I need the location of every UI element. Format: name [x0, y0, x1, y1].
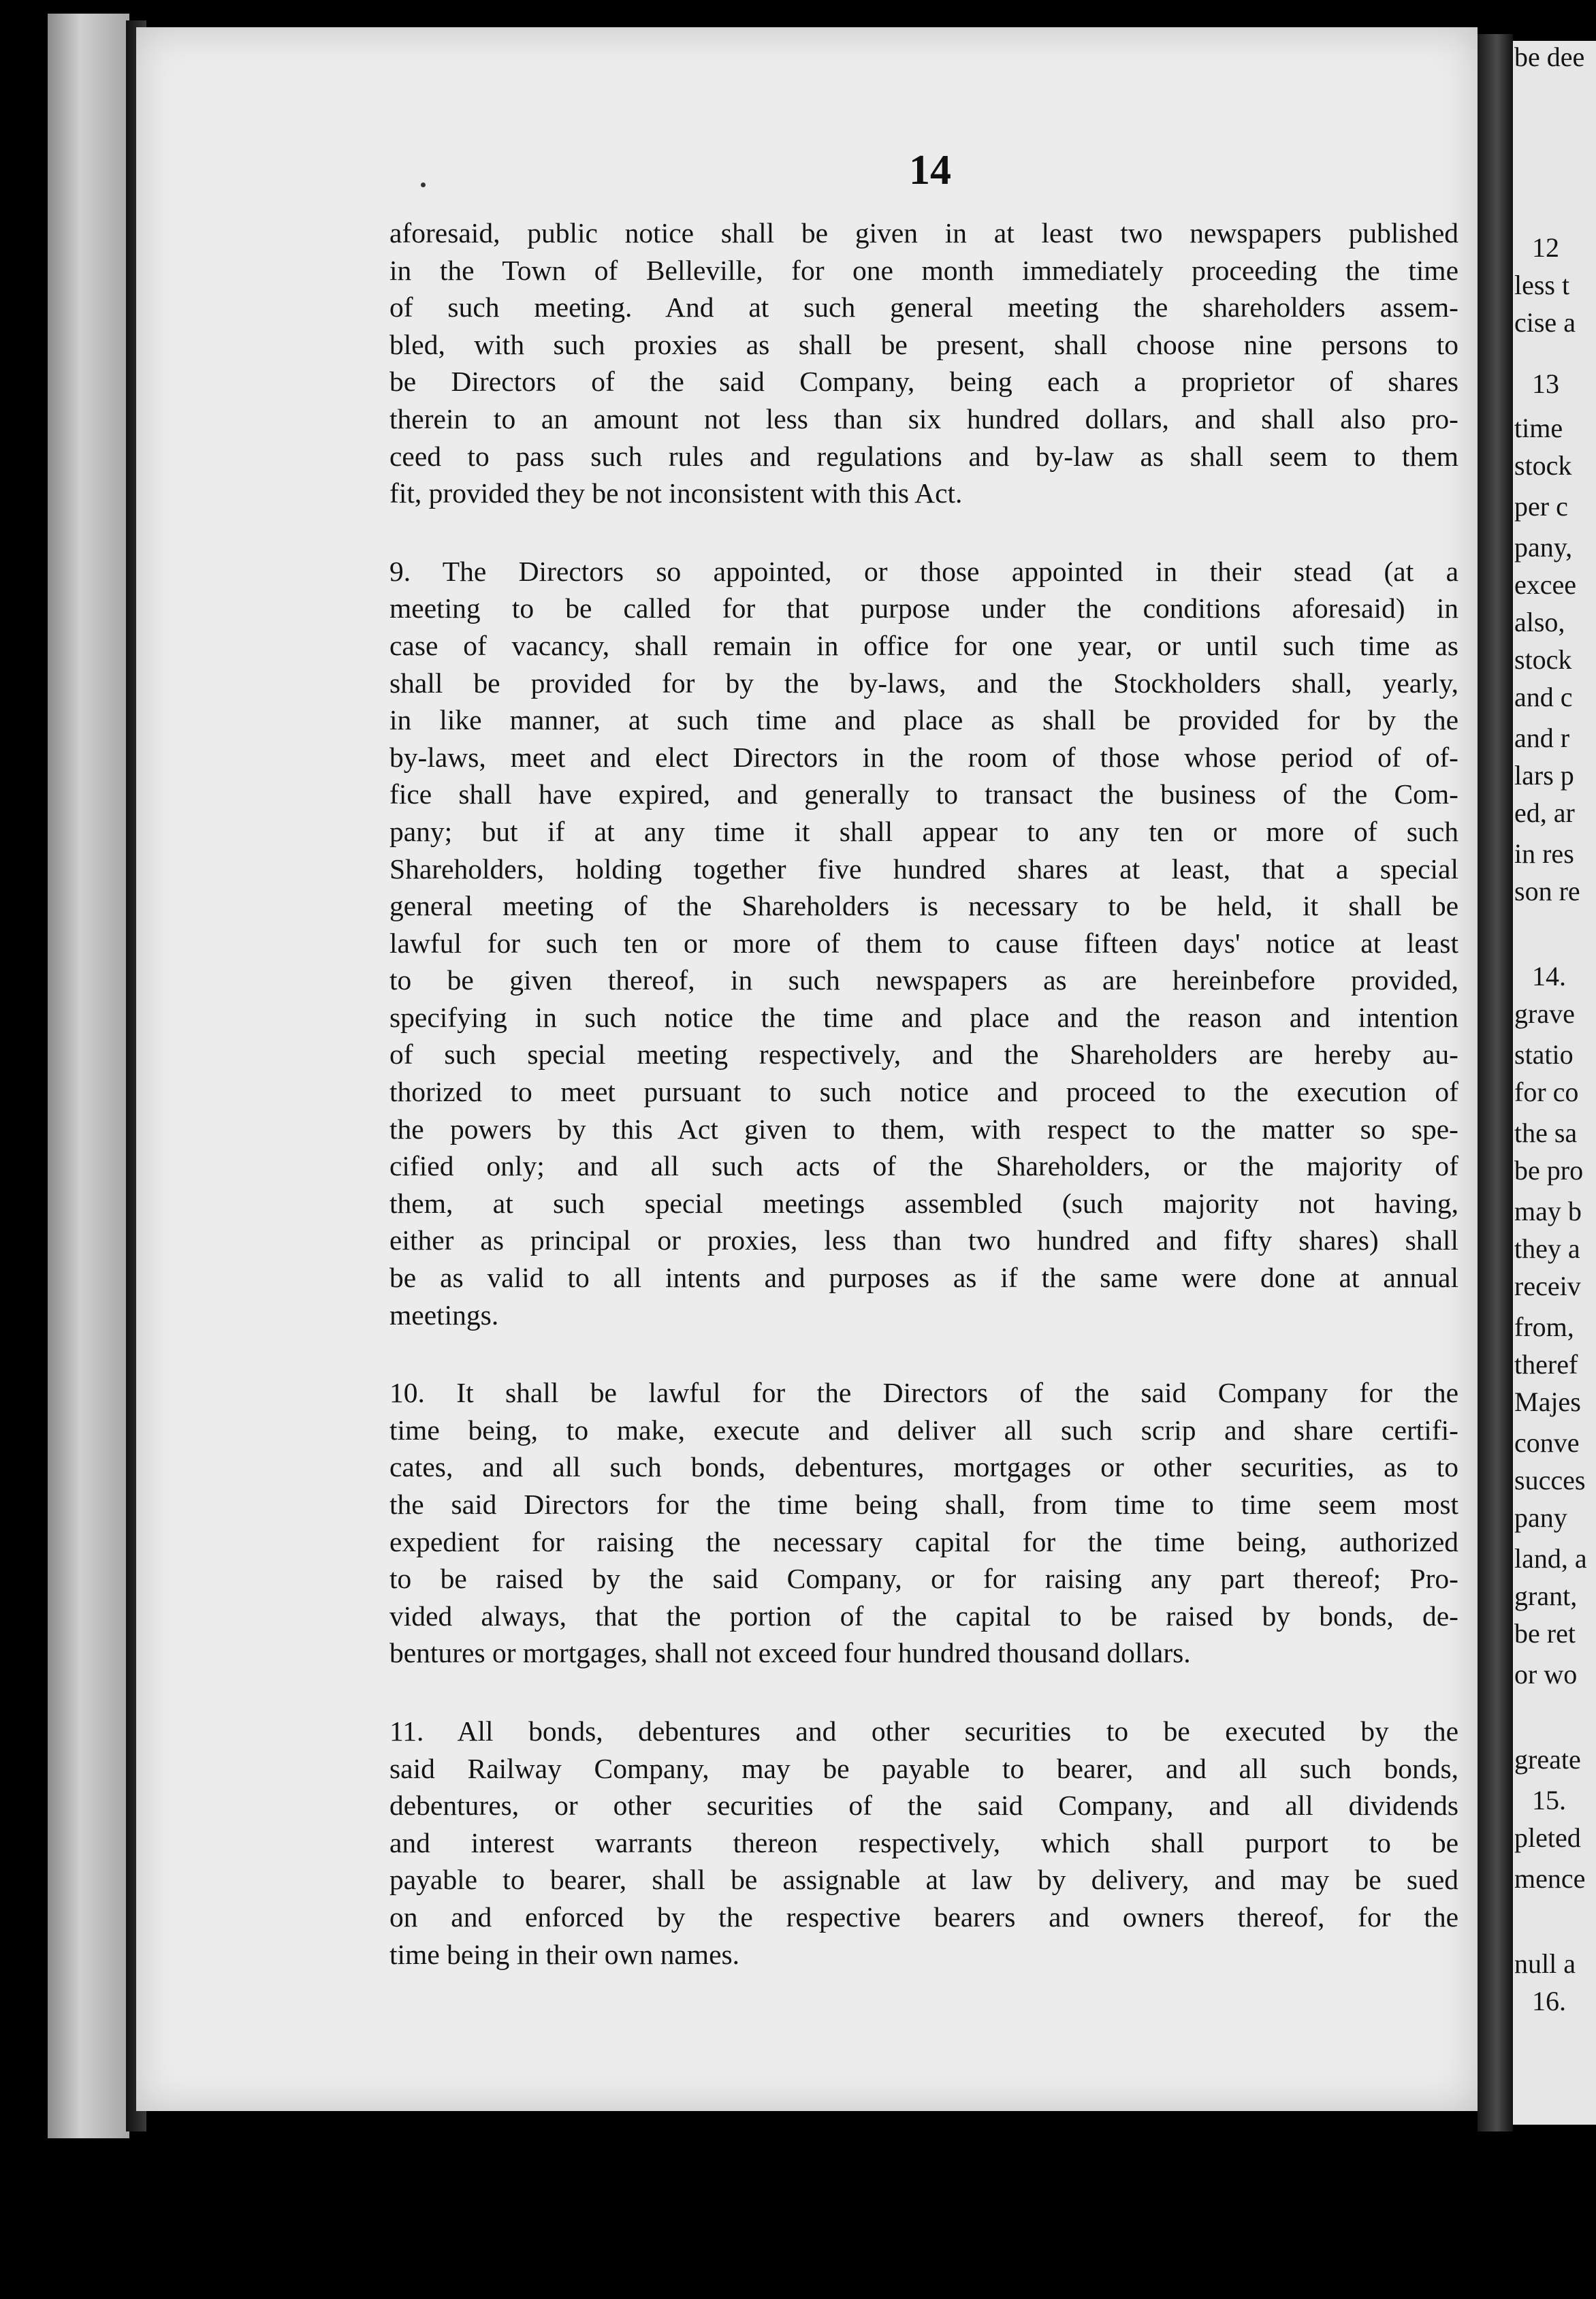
facing-page-text: the sa: [1514, 1117, 1578, 1148]
text-line: bled, with such proxies as shall be present, shall choose nine persons to: [389, 328, 1458, 360]
body-text: [389, 215, 1458, 2014]
text-line: and interest warrants thereon respectively, which shall purport to be: [389, 1826, 1458, 1858]
facing-page-text: less t: [1514, 270, 1570, 300]
facing-page-text: 15.: [1532, 1785, 1566, 1816]
text-line: on and enforced by the respective bearers and owners thereof, for the: [389, 1901, 1458, 1933]
facing-page-text: 12: [1532, 232, 1559, 263]
paragraph-p9: [389, 553, 1458, 1333]
text-line: ceed to pass such rules and regulations and by-law as shall seem to them: [389, 440, 1458, 472]
facing-page-text: and r: [1514, 723, 1570, 753]
text-line: cified only; and all such acts of the Shareholders, or the majority of: [389, 1150, 1458, 1182]
facing-page-text: succes: [1514, 1465, 1586, 1495]
text-line: Shareholders, holding together five hundred shares at least, that a special: [389, 853, 1458, 885]
text-line: therein to an amount not less than six hundred dollars, and shall also pro-: [389, 402, 1458, 434]
text-line: by-laws, meet and elect Directors in the room of those whose period of of-: [389, 741, 1458, 773]
facing-page-text: be dee: [1514, 42, 1585, 72]
book-edge: [48, 14, 129, 2138]
facing-page-text: mence: [1514, 1863, 1586, 1894]
text-line: of such meeting. And at such general meeting the shareholders assem-: [389, 291, 1458, 323]
text-line: to be raised by the said Company, or for raising any part thereof; Pro-: [389, 1563, 1458, 1595]
text-line: in like manner, at such time and place as shall be provided for by the: [389, 704, 1458, 736]
text-line: them, at such special meetings assembled (such majority not having,: [389, 1187, 1458, 1219]
facing-page-text: per c: [1514, 491, 1568, 522]
facing-page-text: pleted: [1514, 1822, 1581, 1853]
text-line: in the Town of Belleville, for one month immediately proceeding the time: [389, 254, 1458, 286]
text-line: payable to bearer, shall be assignable at law by delivery, and may be sued: [389, 1864, 1458, 1896]
facing-page-text: or wo: [1514, 1659, 1578, 1690]
text-line: expedient for raising the necessary capital for the time being, authorized: [389, 1525, 1458, 1557]
facing-page-text: Majes: [1514, 1386, 1581, 1417]
paragraph-p10: [389, 1374, 1458, 1672]
text-line: to be given thereof, in such newspapers as are hereinbefore provided,: [389, 964, 1458, 996]
text-line: 10. It shall be lawful for the Directors of the said Company for the: [389, 1377, 1458, 1409]
text-line: 11. All bonds, debentures and other securities to be executed by the: [389, 1715, 1458, 1747]
facing-page-text: pany,: [1514, 532, 1573, 562]
ink-speck: [421, 183, 426, 187]
facing-page-text: grave: [1514, 998, 1575, 1029]
facing-page-text: theref: [1514, 1349, 1578, 1380]
facing-page-text: be pro: [1514, 1155, 1584, 1186]
text-line: vided always, that the portion of the capital to be raised by bonds, de-: [389, 1600, 1458, 1632]
text-line: cates, and all such bonds, debentures, mortgages or other securities, as to: [389, 1451, 1458, 1483]
facing-page-text: stock: [1514, 644, 1572, 675]
text-line: of such special meeting respectively, and the Shareholders are hereby au-: [389, 1038, 1458, 1071]
facing-page-text: excee: [1514, 569, 1577, 600]
text-line: specifying in such notice the time and place and the reason and intention: [389, 1001, 1458, 1033]
facing-page-text: greate: [1514, 1744, 1581, 1775]
page-number: 14: [909, 147, 951, 193]
text-line: meetings.: [389, 1299, 499, 1331]
facing-page-text: may b: [1514, 1196, 1582, 1226]
paragraph-p-cont: [389, 215, 1458, 512]
text-line: time being in their own names.: [389, 1938, 740, 1970]
facing-page-text: statio: [1514, 1039, 1574, 1070]
text-line: thorized to meet pursuant to such notice and proceed to the execution of: [389, 1076, 1458, 1108]
text-line: fice shall have expired, and generally to transact the business of the Com-: [389, 778, 1458, 810]
facing-page-text: grant,: [1514, 1581, 1578, 1611]
text-line: case of vacancy, shall remain in office for one year, or until such time as: [389, 629, 1458, 661]
facing-page-text: be ret: [1514, 1618, 1576, 1649]
text-line: pany; but if at any time it shall appear to any ten or more of such: [389, 815, 1458, 847]
facing-page-text: 14.: [1532, 961, 1566, 992]
text-line: general meeting of the Shareholders is necessary to be held, it shall be: [389, 890, 1458, 922]
text-line: be as valid to all intents and purposes as if the same were done at annual: [389, 1262, 1458, 1294]
paragraph-p11: [389, 1713, 1458, 1973]
facing-page-text: son re: [1514, 876, 1580, 906]
text-line: time being, to make, execute and deliver all such scrip and share certifi-: [389, 1414, 1458, 1446]
text-line: the said Directors for the time being shall, from time to time seem most: [389, 1489, 1458, 1520]
facing-page-text: lars p: [1514, 760, 1574, 791]
facing-page-text: for co: [1514, 1077, 1579, 1107]
facing-page-text: null a: [1514, 1948, 1576, 1979]
facing-page-text: cise a: [1514, 307, 1576, 338]
facing-page-text: and c: [1514, 682, 1573, 712]
text-line: fit, provided they be not inconsistent with this Act.: [389, 477, 963, 509]
text-line: the powers by this Act given to them, with respect to the matter so spe-: [389, 1113, 1458, 1145]
text-line: debentures, or other securities of the said Company, and all dividends: [389, 1790, 1458, 1822]
text-line: either as principal or proxies, less than two hundred and fifty shares) shall: [389, 1224, 1458, 1256]
facing-page-text: 13: [1532, 368, 1559, 399]
facing-page-text: in res: [1514, 838, 1574, 869]
facing-page-fragment: [1513, 41, 1596, 2125]
facing-page-text: 16.: [1532, 1986, 1566, 2016]
facing-page-text: stock: [1514, 450, 1572, 481]
text-line: shall be provided for by the by-laws, and the Stockholders shall, yearly,: [389, 667, 1458, 699]
facing-page-text: time: [1514, 413, 1563, 443]
facing-page-text: conve: [1514, 1427, 1580, 1458]
facing-page-text: pany: [1514, 1502, 1567, 1533]
facing-page-text: land, a: [1514, 1543, 1587, 1574]
text-line: bentures or mortgages, shall not exceed four hundred thousand dollars.: [389, 1637, 1191, 1669]
facing-page-text: also,: [1514, 607, 1565, 637]
facing-page-text: receiv: [1514, 1271, 1581, 1301]
text-line: meeting to be called for that purpose under the conditions aforesaid) in: [389, 592, 1458, 624]
facing-page-text: ed, ar: [1514, 797, 1575, 828]
text-line: said Railway Company, may be payable to bearer, and all such bonds,: [389, 1752, 1458, 1784]
text-line: be Directors of the said Company, being each a proprietor of shares: [389, 366, 1458, 398]
text-line: aforesaid, public notice shall be given in at least two newspapers published: [389, 217, 1458, 249]
text-line: 9. The Directors so appointed, or those appointed in their stead (at a: [389, 555, 1458, 587]
book-spine: [1478, 34, 1513, 2131]
facing-page-text: from,: [1514, 1312, 1574, 1342]
facing-page-text: they a: [1514, 1233, 1580, 1264]
text-line: lawful for such ten or more of them to cause fifteen days' notice at least: [389, 927, 1458, 959]
